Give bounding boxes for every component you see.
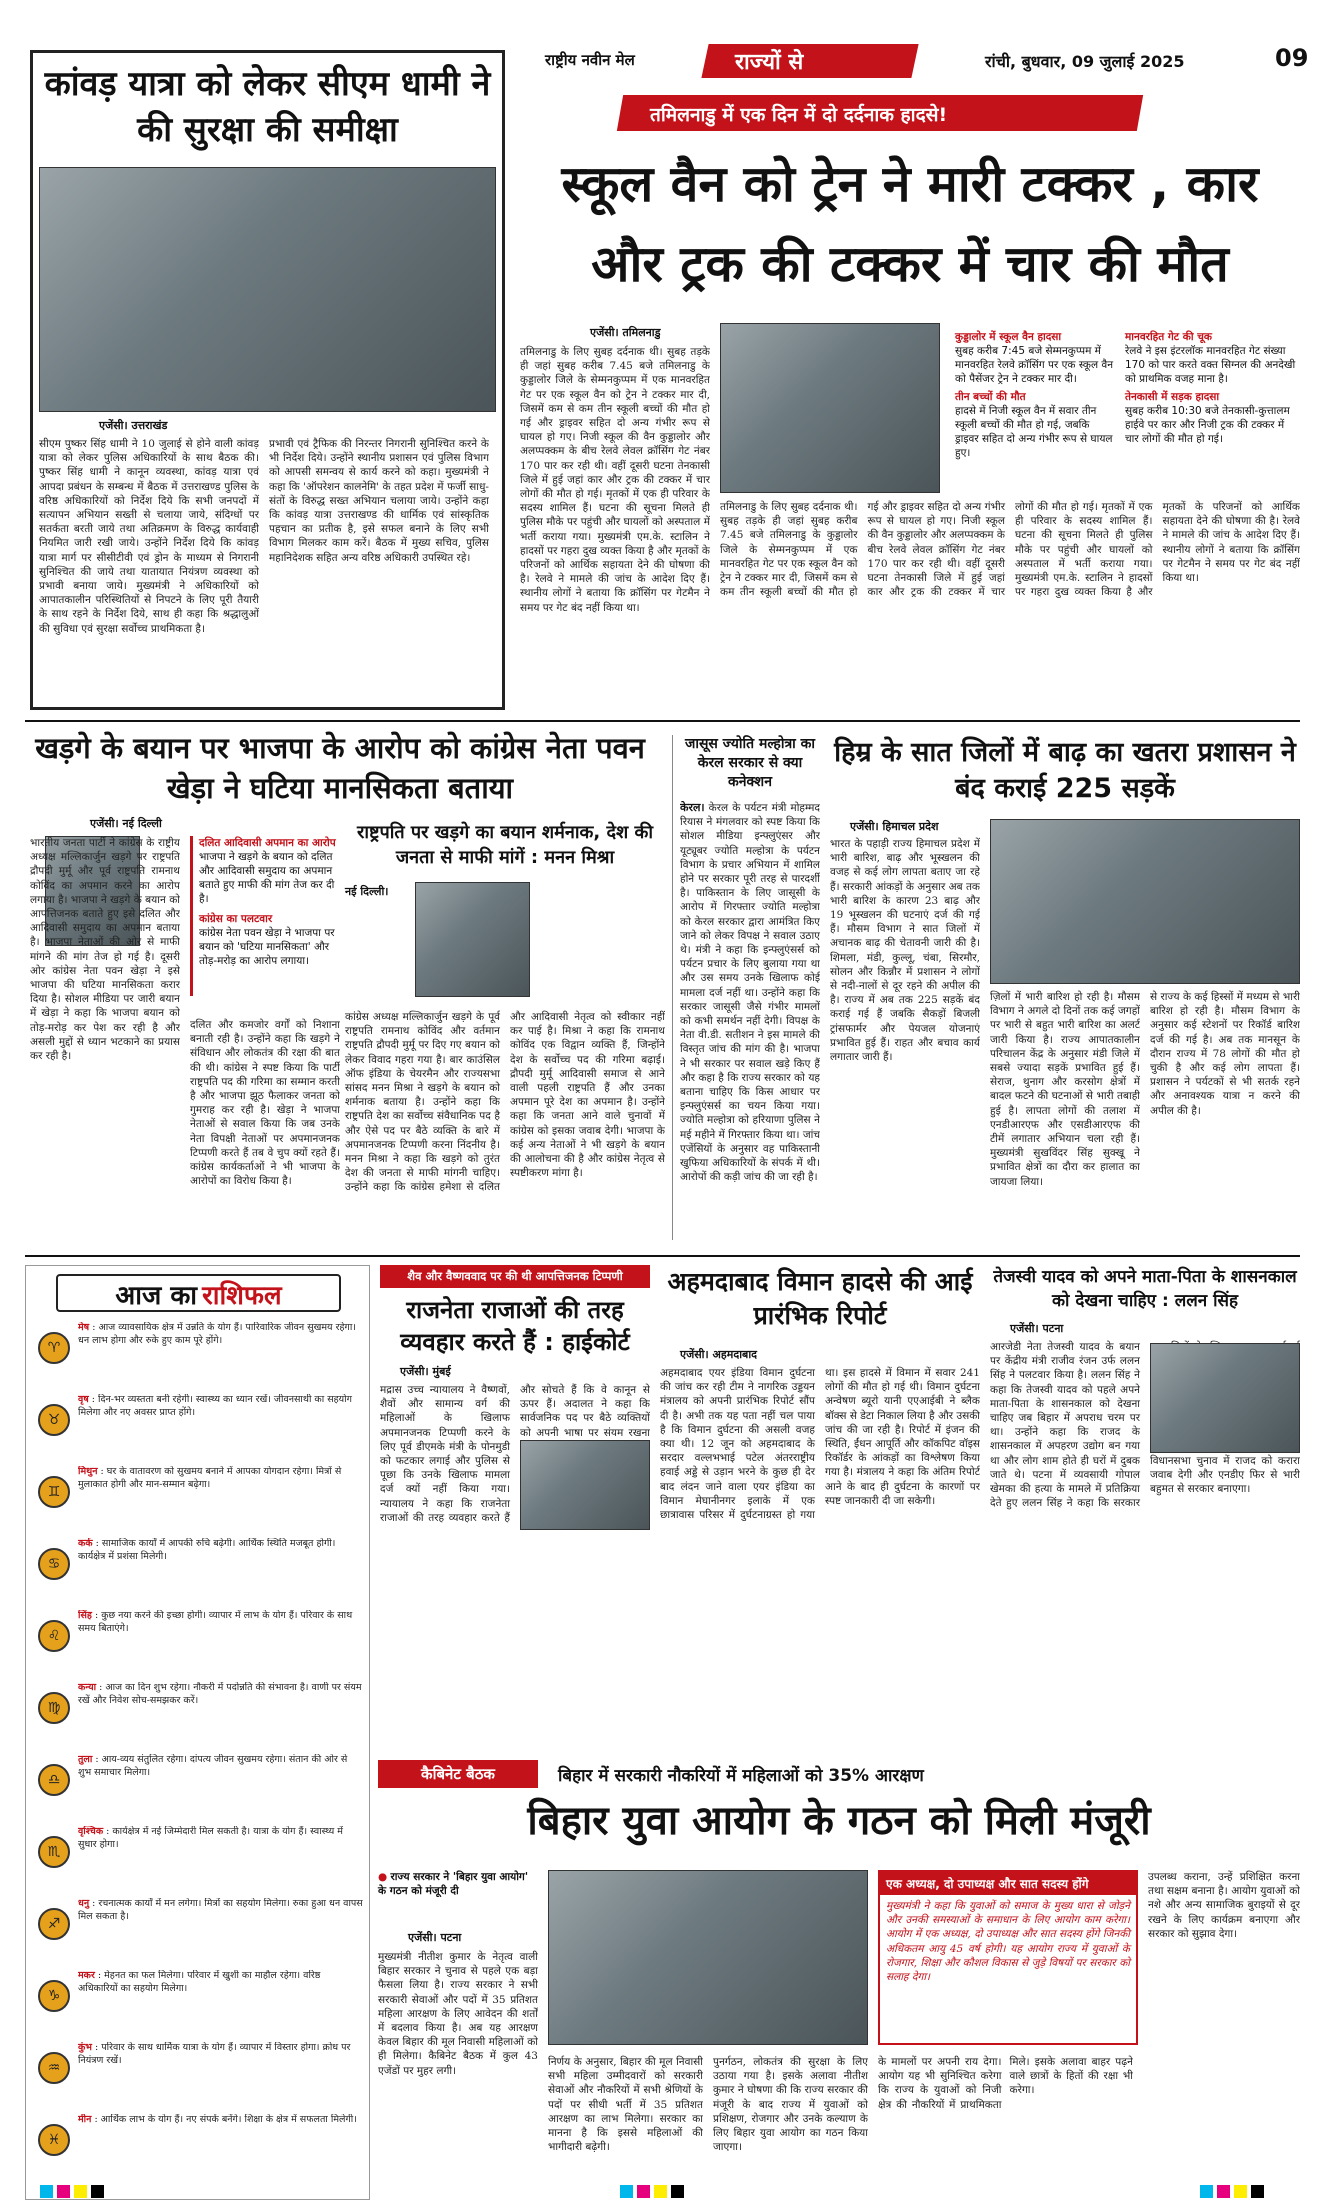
rashi-separator: : [96,1682,106,1693]
bihar-kicker: बिहार में सरकारी नौकरियों में महिलाओं को 35% आरक्षण [558,1766,924,1786]
himachal-flood-photo [990,819,1300,984]
rashi-item [78,2042,363,2108]
kharge-box-2-body: कांग्रेस नेता पवन खेड़ा ने भाजपा पर बयान को 'घटिया मानसिकता' और तोड़-मरोड़ का आरोप लगाया। [199,927,335,967]
registration-marks [1200,2185,1264,2198]
zodiac-icon: ♌ [38,1620,70,1652]
registration-marks [620,2185,684,2198]
bihar-tag: कैबिनेट बैठक [378,1760,538,1788]
bihar-body-1: मुख्यमंत्री नीतीश कुमार के नेतृत्व वाली बिहार सरकार ने चुनाव से पहले एक बड़ा फैसला लिया है। राज्य सरकार ने सभी सरकारी सेवाओं और पदों में 35 प्रतिशत महिला आरक्षण के लिए आवेदन की शर्तों में बदलाव किया है। अब यह आरक्षण केवल बिहार की मूल निवासी महिलाओं को ही मिलेगा। कैबिनेट बैठक में कुल 43 एजेंडों पर मुहर लगी। [378,1951,538,2077]
kovind-byline: नई दिल्ली। [345,885,389,898]
bihar-bullet: ● राज्य सरकार ने 'बिहार युवा आयोग' के गठन को मंजूरी दी [378,1871,529,1897]
rashi-name: सिंह [78,1610,92,1621]
jyoti-body [680,801,820,1241]
rashi-separator: : [91,1610,102,1621]
kovind-body: कांग्रेस अध्यक्ष मल्लिकार्जुन खड़गे के पूर्व राष्ट्रपति रामनाथ कोविंद और वर्तमान राष्ट्रपति द्रौपदी मुर्मू पर दिए गए बयान को लेकर विवाद गहरा गया है। बार काउंसिल ऑफ इंडिया के चेयरमैन और राज्यसभा सांसद मनन मिश्रा ने खड़गे के बयान को शर्मनाक बताया है। उन्होंने कहा कि राष्ट्रपति देश का सर्वोच्च संवैधानिक पद है और ऐसे पद पर बैठे व्यक्ति के बारे में अपमानजनक टिप्पणी करना निंदनीय है। मनन मिश्रा ने कहा कि खड़गे को तुरंत देश की जनता से माफी मांगनी चाहिए। उन्होंने कहा कि कांग्रेस हमेशा से दलित और आदिवासी नेतृत्व को स्वीकार नहीं कर पाई है। मिश्रा ने कहा कि रामनाथ कोविंद एक विद्वान व्यक्ति हैं, जिन्होंने देश के सर्वोच्च पद की गरिमा बढ़ाई। द्रौपदी मुर्मू आदिवासी समाज से आने वाली पहली राष्ट्रपति हैं और उनका अपमान पूरे देश का अपमान है। उन्होंने कहा कि जनता आने वाले चुनावों में कांग्रेस को इसका जवाब देगी। भाजपा के कई अन्य नेताओं ने भी खड़गे के बयान की आलोचना की है और कांग्रेस नेतृत्व से स्पष्टीकरण मांगा है। [345,1011,665,1194]
zodiac-icon: ♐ [38,1908,70,1940]
bihar-byline: एजेंसी। पटना [408,1931,462,1944]
rashi-text: कुछ नया करने की इच्छा होगी। व्यापार में लाभ के योग हैं। परिवार के साथ समय बिताएंगे। [78,1610,353,1634]
rashifal-title-a: आज का [115,1281,198,1311]
dateline: रांची, बुधवार, 09 जुलाई 2025 [985,52,1185,71]
rashi-item [78,1466,363,1532]
rashi-separator: : [91,2114,101,2125]
rashi-separator: : [92,1538,102,1549]
bihar-box [878,1870,1138,2045]
kovind-headline: राष्ट्रपति पर खड़गे का बयान शर्मनाक, देश की जनता से माफी मांगें : मनन मिश्रा [356,822,654,868]
tn-box-1-title: कुड्डालोर में स्कूल वैन हादसा [955,331,1062,343]
kharge-box [190,836,340,996]
rashi-separator: : [91,2042,102,2053]
section-title: राज्यों से [735,50,804,75]
bihar-bullet-text: राज्य सरकार ने 'बिहार युवा आयोग' के गठन को मंजूरी दी [378,1871,529,1897]
dhami-body-right: प्रभावी एवं ट्रैफिक की निरन्तर निगरानी सुनिश्चित करने के भी निर्देश दिये। उन्होंने स्थानीय प्रशासन एवं पुलिस विभाग को आपसी समन्वय से कार्य करने को कहा। मुख्यमंत्री ने कहा कि 'ऑपरेशन कालनेमि' के तहत प्रदेश में फर्जी साधु-संतों के विरुद्ध सख्त अभियान चलाया जाये। उन्होंने कहा कि कांवड़ यात्रा उत्तराखण्ड की धार्मिक एवं सांस्कृतिक पहचान का प्रतीक है, इसे सफल बनाने के लिए सभी विभाग मिलकर काम करें। बैठक में मुख्य सचिव, पुलिस महानिदेशक सहित अन्य वरिष्ठ अधिकारी उपस्थित रहे। [269,438,489,564]
rashi-name: मीन [78,2114,92,2125]
hc-headline: राजनेता राजाओं की तरह व्यवहार करते हैं : हाईकोर्ट [400,1296,630,1356]
tn-accident-photo [720,323,940,493]
story-highcourt [380,1265,650,1745]
zodiac-icon: ♎ [38,1764,70,1796]
kharge-body-1: भारतीय जनता पार्टी ने कांग्रेस के राष्ट्रीय अध्यक्ष मल्लिकार्जुन खड़गे पर राष्ट्रपति द्रौपदी मुर्मू और पूर्व राष्ट्रपति रामनाथ कोविंद का अपमान करने का आरोप लगाया है। भाजपा ने खड़गे के बयान को आपत्तिजनक बताते हुए इसे दलित और आदिवासी समुदाय का अपमान बताया है। भाजपा नेताओं की ओर से माफी मांगने की मांग तेज हो गई है। दूसरी ओर कांग्रेस नेता पवन खेड़ा ने इसे भाजपा की घटिया मानसिकता करार दिया है। सोशल मीडिया पर जारी बयान में खेड़ा ने कहा कि भाजपा बयान को तोड़-मरोड़ कर पेश कर रही है और असली मुद्दों से ध्यान भटकाने का प्रयास कर रही है। [30,837,180,1063]
zodiac-icon: ♓ [38,2124,70,2156]
tn-box-2-title: तीन बच्चों की मौत [955,391,1026,403]
col-divider [672,735,673,1240]
dhami-body-left: सीएम पुष्कर सिंह धामी ने 10 जुलाई से होने वाली कांवड़ यात्रा को लेकर पुलिस अधिकारियों के साथ बैठक की। पुष्कर सिंह धामी ने कानून व्यवस्था, कांवड़ यात्रा एवं आपदा प्रबंधन के सम्बन्ध में बैठक में उत्तराखण्ड पुलिस के वरिष्ठ अधिकारियों को निर्देश दिये कि सभी जनपदों में सत्यापन अभियान सख्ती से चलाया जाये, संदिग्धों पर सतर्कता बरती जाये तथा अतिक्रमण के विरुद्ध कार्यवाही नियमित जारी रखी जाये। उन्होंने निर्देश दिये कि कांवड़ यात्रा मार्ग पर सीसीटीवी एवं ड्रोन के माध्यम से निगरानी सुनिश्चित की जाये तथा यातायात नियंत्रण व्यवस्था को प्रभावी बनाया जाये। मुख्यमंत्री ने अधिकारियों को आपातकालीन परिस्थितियों से निपटने के लिए पूरी तैयारी के साथ रहने के निर्देश दिये, साथ ही कहा कि श्रद्धालुओं की सुविधा एवं सुरक्षा सर्वोच्च प्राथमिकता है। [39,438,259,635]
jyoti-body-text: केरल के पर्यटन मंत्री मोहम्मद रियास ने मंगलवार को स्पष्ट किया कि सोशल मीडिया इन्फ्लुएंसर और यूट्यूबर ज्योति मल्होत्रा के पर्यटन विभाग के प्रचार अभियान में शामिल होने पर सरकार पूरी तरह से पारदर्शी है। पाकिस्तान के लिए जासूसी के आरोप में गिरफ्तार ज्योति मल्होत्रा को केरल सरकार द्वारा आमंत्रित किए जाने को लेकर विपक्ष ने सवाल उठाए थे। मंत्री ने कहा कि इन्फ्लुएंसर्स को पर्यटन प्रचार के लिए बुलाया गया था और उस समय उनके खिलाफ कोई मामला दर्ज नहीं था। उन्होंने कहा कि सरकार जासूसी जैसे गंभीर मामलों को कभी समर्थन नहीं देगी। विपक्ष के नेता वी.डी. सतीशन ने इस मामले की विस्तृत जांच की मांग की है। भाजपा ने भी सरकार पर सवाल खड़े किए हैं और कहा है कि राज्य सरकार को यह बताना चाहिए कि किस आधार पर इन्फ्लुएंसर्स का चयन किया गया। ज्योति मल्होत्रा को हरियाणा पुलिस ने मई महीने में गिरफ्तार किया था। जांच एजेंसियों के अनुसार वह पाकिस्तानी खुफिया अधिकारियों के संपर्क में थी। आरोपों की कड़ी जांच की जा रही है। [680,802,820,1184]
tn-box-4-title: तेनकासी में सड़क हादसा [1125,391,1220,403]
tn-box-3-title: मानवरहित गेट की चूक [1125,331,1212,343]
zodiac-icon: ♑ [38,1980,70,2012]
rashi-text: सामाजिक कार्यों में आपकी रुचि बढ़ेगी। आर्थिक स्थिति मजबूत होगी। कार्यक्षेत्र में प्रशंसा मिलेगी। [78,1538,336,1562]
zodiac-icon: ♒ [38,2052,70,2084]
registration-marks [40,2185,104,2198]
rashi-separator: : [89,1898,99,1909]
rashi-item [78,1970,363,2036]
bihar-body-2: निर्णय के अनुसार, बिहार की मूल निवासी सभी महिला उम्मीदवारों को सरकारी सेवाओं और नौकरियों में सभी श्रेणियों के पदों पर सीधी भर्ती में 35 प्रतिशत आरक्षण का लाभ मिलेगा। सरकार का मानना है कि इससे महिलाओं की भागीदारी बढ़ेगी। [548,2056,703,2154]
rashi-name: वृष [78,1394,89,1405]
rashi-name: मिथुन [78,1466,98,1477]
kharge-box-title: दलित आदिवासी अपमान का आरोप [199,837,336,849]
rashi-item [78,1754,363,1820]
paper-name: राष्ट्रीय नवीन मेल [545,51,635,69]
story-tejashwi [990,1265,1300,1745]
tn-headline-1: स्कूल वैन को ट्रेन ने मारी टक्कर , कार [561,155,1259,213]
zodiac-icon: ♉ [38,1404,70,1436]
rashi-separator: : [92,1754,102,1765]
rashi-item [78,1826,363,1892]
rashi-text: कार्यक्षेत्र में नई जिम्मेदारी मिल सकती है। यात्रा के योग हैं। स्वास्थ्य में सुधार होगा। [78,1826,343,1850]
hc-body: मद्रास उच्च न्यायालय ने वैष्णवों, शैवों और सामान्य वर्ग की महिलाओं के खिलाफ अपमानजनक टिप्पणी करने के लिए पूर्व डीएमके मंत्री के पोनमुडी को फटकार लगाई और पुलिस से पूछा कि उनके खिलाफ मामला दर्ज क्यों नहीं किया गया। न्यायालय ने कहा कि राजनेता राजाओं की तरह व्यवहार करते हैं और सोचते हैं कि वे कानून से ऊपर हैं। अदालत ने कहा कि सार्वजनिक पद पर बैठे व्यक्तियों को अपनी भाषा पर संयम रखना [380,1384,650,1524]
tejashwi-body: आरजेडी नेता तेजस्वी यादव के बयान पर केंद्रीय मंत्री राजीव रंजन उर्फ ललन सिंह ने पलटवार किया है। ललन सिंह ने कहा कि तेजस्वी यादव को पहले अपने माता-पिता के शासनकाल को देखना चाहिए जब बिहार में अपराध चरम पर था। उन्होंने कहा कि राजद के शासनकाल में अपहरण उद्योग बन गया था और लोग शाम होते ही घरों में दुबक जाते थे। पटना में व्यवसायी गोपाल खेमका की हत्या के मामले में प्रतिक्रिया देते हुए ललन सिंह ने कहा कि सरकार विधानसभा चुनाव में राजद को करारा जवाब देगी और एनडीए फिर से भारी बहुमत से सरकार बनाएगा। [990,1341,1300,1510]
rashi-separator: : [88,1394,99,1405]
story-ahmedabad [660,1265,980,1745]
dhami-headline: कांवड़ यात्रा को लेकर सीएम धामी ने की सुरक्षा की समीक्षा [44,64,491,150]
kharge-box-body: भाजपा ने खड़गे के बयान को दलित और आदिवासी समुदाय का अपमान बताते हुए माफी की मांग तेज कर दी है। [199,851,335,905]
rashi-name: मकर [78,1970,95,1981]
rashifal-section [25,1265,370,2200]
tn-box-3-body: रेलवे ने इस इंटरलॉक मानवरहित गेट संख्या 170 को पार करते वक्त सिग्नल की अनदेखी को प्राथमिक वजह माना है। [1125,345,1296,385]
rashi-name: धनु [78,1898,90,1909]
bihar-box-title: एक अध्यक्ष, दो उपाध्यक्ष और सात सदस्य होंगे [880,1872,1136,1895]
bihar-body-3: पुनर्गठन, लोकतंत्र की सुरक्षा के लिए उठाया गया है। इसके अलावा नीतीश कुमार ने घोषणा की कि राज्य सरकार की मंजूरी के बाद राज्य में युवाओं को प्रशिक्षण, रोजगार और उनके कल्याण के लिए बिहार युवा आयोग का गठन किया जाएगा। [713,2056,868,2154]
tejashwi-headline: तेजस्वी यादव को अपने माता-पिता के शासनकाल को देखना चाहिए : ललन सिंह [993,1267,1297,1311]
dhami-meeting-photo [39,167,496,412]
rashi-separator: : [89,1322,99,1333]
divider [25,720,1300,722]
tn-kicker: तमिलनाडु में एक दिन में दो दर्दनाक हादसे! [650,104,948,126]
rashi-text: घर के वातावरण को सुखमय बनाने में आपका योगदान रहेगा। मित्रों से मुलाकात होगी और मान-सम्मान बढ़ेगा। [78,1466,342,1490]
bihar-body-5: उपलब्ध कराना, उन्हें प्रशिक्षित करना तथा सक्षम बनाना है। आयोग युवाओं को नशे और अन्य सामाजिक बुराइयों से दूर रखने के लिए कार्यक्रम बनाएगा और सरकार को सुझाव देगा। [1148,1871,1300,1940]
zodiac-icon: ♍ [38,1692,70,1724]
story-kovind [345,820,665,1250]
himachal-body-left: भारत के पहाड़ी राज्य हिमाचल प्रदेश में भारी बारिश, बाढ़ और भूस्खलन की वजह से कई लोग लापता बताए जा रहे हैं। सरकारी आंकड़ों के अनुसार अब तक भारी बारिश के कारण 23 बाढ़ और 19 भूस्खलन की घटनाएं दर्ज की गई हैं। मौसम विभाग ने सात जिलों में अचानक बाढ़ की चेतावनी जारी की है। शिमला, मंडी, कुल्लू, चंबा, सिरमौर, सोलन और किन्नौर में प्रशासन ने लोगों से नदी-नालों से दूर रहने की अपील की है। राज्य में अब तक 225 सड़कें बंद कराई गई हैं जबकि सैकड़ों बिजली ट्रांसफार्मर और पेयजल योजनाएं प्रभावित हुई हैं। राहत और बचाव कार्य लगातार जारी हैं। [830,838,980,1064]
tejashwi-byline: एजेंसी। पटना [1010,1322,1064,1335]
himachal-headline: हिम्र के सात जिलों में बाढ़ का खतरा प्रशासन ने बंद कराई 225 सड़कें [834,737,1296,804]
rashi-item [78,1898,363,1964]
tn-body-cont: तमिलनाडु के लिए सुबह दर्दनाक थी। सुबह तड़के ही जहां सुबह करीब 7.45 बजे तमिलनाडु के कुड्डालोर जिले के सेम्मनकुप्पम में एक मानवरहित गेट पर एक स्कूल वैन को ट्रेन ने टक्कर मार दी, जिसमें कम से कम तीन स्कूली बच्चों की मौत हो गई और ड्राइवर सहित दो अन्य गंभीर रूप से घायल हो गए। निजी स्कूल की वैन कुड्डालोर और अलप्पक्कम के बीच रेलवे लेवल क्रॉसिंग गेट नंबर 170 पार कर रही थी। वहीं दूसरी घटना तेनकासी जिले में हुई जहां कार और ट्रक की टक्कर में चार लोगों की मौत हो गई। मृतकों में एक ही परिवार के सदस्य शामिल हैं। घटना की सूचना मिलते ही पुलिस मौके पर पहुंची और घायलों को अस्पताल में भर्ती कराया गया। मुख्यमंत्री एम.के. स्टालिन ने हादसों पर गहरा दुख व्यक्त किया है और मृतकों के परिजनों को आर्थिक सहायता देने की घोषणा की है। रेलवे ने मामले की जांच के आदेश दिए हैं। स्थानीय लोगों ने बताया कि क्रॉसिंग पर गेटमैन ने समय पर गेट बंद नहीं किया था। [720,501,1300,599]
hc-ponmudi-photo [520,1440,650,1530]
tn-byline: एजेंसी। तमिलनाडु [590,326,661,339]
rashi-item [78,1322,363,1388]
bihar-cabinet-photo [548,1870,868,2045]
section-banner [701,44,918,78]
tn-box-1 [955,330,1115,490]
zodiac-icon: ♏ [38,1836,70,1868]
kharge-body-2: दलित और कमजोर वर्गों को निशाना बनाती रही है। उन्होंने कहा कि खड़गे ने संविधान और लोकतंत्र की रक्षा की बात की थी। कांग्रेस ने स्पष्ट किया कि पार्टी राष्ट्रपति पद की गरिमा का सम्मान करती है और भाजपा झूठ फैलाकर जनता को गुमराह कर रही है। खेड़ा ने भाजपा नेताओं से सवाल किया कि जब उनके नेता विपक्षी नेताओं पर अपमानजनक टिप्पणी करते हैं तब वे चुप क्यों रहते हैं। कांग्रेस कार्यकर्ताओं ने भी भाजपा के आरोपों का विरोध किया है। [190,1019,340,1188]
manan-mishra-photo [415,882,530,997]
rashi-separator: : [94,1970,105,1981]
ahmedabad-byline: एजेंसी। अहमदाबाद [680,1348,758,1361]
rashi-item [78,1538,363,1604]
kharge-headline: खड़गे के बयान पर भाजपा के आरोप को कांग्रेस नेता पवन खेड़ा ने घटिया मानसिकता बताया [35,731,645,805]
himachal-byline: एजेंसी। हिमाचल प्रदेश [850,820,939,833]
rashi-item [78,1610,363,1676]
tn-box-4-body: सुबह करीब 10:30 बजे तेनकासी-कुत्तालम हाईवे पर कार और निजी ट्रक की टक्कर में चार लोगों की मौत हो गई। [1125,405,1290,445]
ahmedabad-headline: अहमदाबाद विमान हादसे की आई प्रारंभिक रिपोर्ट [667,1267,973,1330]
rashi-text: मेहनत का फल मिलेगा। परिवार में खुशी का माहौल रहेगा। वरिष्ठ अधिकारियों का सहयोग मिलेगा। [78,1970,321,1994]
rashi-text: आर्थिक लाभ के योग हैं। नए संपर्क बनेंगे। शिक्षा के क्षेत्र में सफलता मिलेगी। [100,2114,357,2125]
kharge-box-2-title: कांग्रेस का पलटवार [199,913,273,925]
rashi-name: वृश्चिक [78,1826,104,1837]
story-tamilnadu [520,95,1300,710]
story-dhami [30,50,505,710]
rashi-text: आज का दिन शुभ रहेगा। नौकरी में पदोन्नति की संभावना है। वाणी पर संयम रखें और निवेश सोच-समझकर करें। [78,1682,362,1706]
rashi-separator: : [103,1826,113,1837]
himachal-body-right: से राज्य के कई हिस्सों में मध्यम से भारी बारिश हो रही है। मौसम विभाग के अनुसार कई स्टेशनों पर रिकॉर्ड बारिश दर्ज की गई है। अब तक मानसून के दौरान राज्य में 78 लोगों की मौत हो चुकी है और कई लोग लापता हैं। प्रशासन ने पर्यटकों से भी सतर्क रहने और अनावश्यक यात्रा न करने की अपील की है। [1150,991,1300,1117]
jyoti-headline: जासूस ज्योति मल्होत्रा का केरल सरकार से क्या कनेक्शन [684,736,816,790]
story-bihar [378,1760,1300,2200]
tn-box-2-body: हादसे में निजी स्कूल वैन में सवार तीन स्कूली बच्चों की मौत हो गई, जबकि ड्राइवर सहित दो अन्य गंभीर रूप से घायल हुए। [955,405,1113,459]
page-number: 09 [1275,44,1309,72]
rashi-name: कर्क [78,1538,93,1549]
rashifal-title-b: राशिफल [202,1281,282,1311]
tn-box-1-body: सुबह करीब 7:45 बजे सेम्मनकुप्पम में मानवरहित रेलवे क्रॉसिंग पर एक स्कूल वैन को पैसेंजर ट्रेन ने टक्कर मार दी। [955,345,1114,385]
tn-headline-2: और ट्रक की टक्कर में चार की मौत [591,235,1229,293]
hc-kicker: शैव और वैष्णववाद पर की थी आपत्तिजनक टिप्पणी [380,1265,650,1288]
rashi-name: कन्या [78,1682,97,1693]
rashi-text: आज व्यावसायिक क्षेत्र में उन्नति के योग हैं। पारिवारिक जीवन सुखमय रहेगा। धन लाभ होगा और रुके हुए काम पूरे होंगे। [78,1322,356,1346]
rashi-name: मेष [78,1322,90,1333]
hc-byline: एजेंसी। मुंबई [400,1365,451,1378]
zodiac-icon: ♊ [38,1476,70,1508]
rashi-text: दिन-भर व्यस्तता बनी रहेगी। स्वास्थ्य का ध्यान रखें। जीवनसाथी का सहयोग मिलेगा और नए अवसर प्राप्त होंगे। [78,1394,352,1418]
rashi-text: रचनात्मक कार्यों में मन लगेगा। मित्रों का सहयोग मिलेगा। रुका हुआ धन वापस मिल सकता है। [78,1898,363,1922]
rashi-item [78,2114,363,2180]
bihar-box-body: मुख्यमंत्री ने कहा कि युवाओं को समाज के मुख्य धारा से जोड़ने और उनकी समस्याओं के समाधान के लिए आयोग काम करेगा। आयोग में एक अध्यक्ष, दो उपाध्यक्ष और सात सदस्य होंगे जिनकी अधिकतम आयु 45 वर्ष होगी। यह आयोग राज्य में युवाओं के रोजगार, शिक्षा और कौशल विकास से जुड़े विषयों पर सरकार को सलाह देगा। [886,1900,1130,1984]
rashi-text: आय-व्यय संतुलित रहेगा। दांपत्य जीवन सुखमय रहेगा। संतान की ओर से शुभ समाचार मिलेगा। [78,1754,348,1778]
divider [25,1255,1300,1257]
tn-box-3 [1125,330,1300,490]
rashifal-title-box [56,1274,341,1312]
rashi-separator: : [97,1466,107,1477]
lalan-singh-photo [1150,1343,1300,1453]
story-jyoti [680,735,820,1245]
rashi-item [78,1682,363,1748]
rashi-text: परिवार के साथ धार्मिक यात्रा के योग हैं। व्यापार में विस्तार होगा। क्रोध पर नियंत्रण रखें। [78,2042,351,2066]
bihar-body-4: के मामलों पर अपनी राय देगा। आयोग यह भी सुनिश्चित करेगा कि राज्य के युवाओं को निजी क्षेत्र की नौकरियों में प्राथमिकता मिले। इसके अलावा बाहर पढ़ने वाले छात्रों के हितों की रक्षा भी करेगा। [878,2056,1133,2111]
jyoti-byline: केरल। [680,801,705,814]
tn-body: तमिलनाडु के लिए सुबह दर्दनाक थी। सुबह तड़के ही जहां सुबह करीब 7.45 बजे तमिलनाडु के कुड्डालोर जिले के सेम्मनकुप्पम में एक मानवरहित गेट पर एक स्कूल वैन को ट्रेन ने टक्कर मार दी, जिसमें कम से कम तीन स्कूली बच्चों की मौत हो गई और ड्राइवर सहित दो अन्य गंभीर रूप से घायल हो गए। निजी स्कूल की वैन कुड्डालोर और अलप्पक्कम के बीच रेलवे लेवल क्रॉसिंग गेट नंबर 170 पार कर रही थी। वहीं दूसरी घटना तेनकासी जिले में हुई जहां कार और ट्रक की टक्कर में चार लोगों की मौत हो गई। मृतकों में एक ही परिवार के सदस्य शामिल हैं। घटना की सूचना मिलते ही पुलिस मौके पर पहुंची और घायलों को अस्पताल में भर्ती कराया गया। मुख्यमंत्री एम.के. स्टालिन ने हादसों पर गहरा दुख व्यक्त किया है और मृतकों के परिजनों को आर्थिक सहायता देने की घोषणा की है। रेलवे ने मामले की जांच के आदेश दिए हैं। स्थानीय लोगों ने बताया कि क्रॉसिंग पर गेटमैन ने समय पर गेट बंद नहीं किया था। [520,346,710,614]
zodiac-icon: ♈ [38,1332,70,1364]
kharge-byline: एजेंसी। नई दिल्ली [90,817,162,830]
ahmedabad-body: अहमदाबाद एयर इंडिया विमान दुर्घटना की जांच कर रही टीम ने नागरिक उड्डयन मंत्रालय को अपनी प्रारंभिक रिपोर्ट सौंप दी है। अभी तक यह पता नहीं चल पाया है कि विमान दुर्घटना की असली वजह क्या थी। 12 जून को अहमदाबाद के सरदार वल्लभभाई पटेल अंतरराष्ट्रीय हवाई अड्डे से उड़ान भरने के कुछ ही देर बाद लंदन जाने वाला एयर इंडिया का विमान मेघानीनगर इलाके में एक छात्रावास परिसर में दुर्घटनाग्रस्त हो गया था। इस हादसे में विमान में सवार 241 लोगों की मौत हो गई थी। विमान दुर्घटना अन्वेषण ब्यूरो यानी एएआईबी ने ब्लैक बॉक्स से डेटा निकाल लिया है और उसकी जांच की जा रही है। रिपोर्ट में इंजन की स्थिति, ईंधन आपूर्ति और कॉकपिट वॉइस रिकॉर्डर के आंकड़ों का विश्लेषण किया गया है। मंत्रालय ने कहा कि अंतिम रिपोर्ट आने के बाद ही दुर्घटना के कारणों पर स्पष्ट जानकारी दी जा सकेगी। [660,1367,980,1522]
himachal-body-mid: ज़िलों में भारी बारिश हो रही है। मौसम विभाग ने अगले दो दिनों तक कई जगहों पर भारी से बहुत भारी बारिश का अलर्ट जारी किया है। राज्य आपातकालीन परिचालन केंद्र के अनुसार मंडी जिले में सबसे ज्यादा सड़कें प्रभावित हुई हैं। सेराज, थुनाग और करसोग क्षेत्रों में बादल फटने की घटनाओं से भारी तबाही हुई है। लापता लोगों की तलाश में एनडीआरएफ और एसडीआरएफ की टीमें लगातार अभियान चला रही हैं। मुख्यमंत्री सुखविंदर सिंह सुक्खू ने प्रभावित क्षेत्रों का दौरा कर हालात का जायजा लिया। [990,991,1140,1188]
zodiac-icon: ♋ [38,1548,70,1580]
rashi-name: तुला [78,1754,93,1765]
rashi-item [78,1394,363,1460]
dhami-byline: एजेंसी। उत्तराखंड [99,419,168,432]
rashi-name: कुंभ [78,2042,92,2053]
story-himachal [830,735,1300,1245]
bihar-headline: बिहार युवा आयोग के गठन को मिली मंजूरी [527,1798,1151,1844]
